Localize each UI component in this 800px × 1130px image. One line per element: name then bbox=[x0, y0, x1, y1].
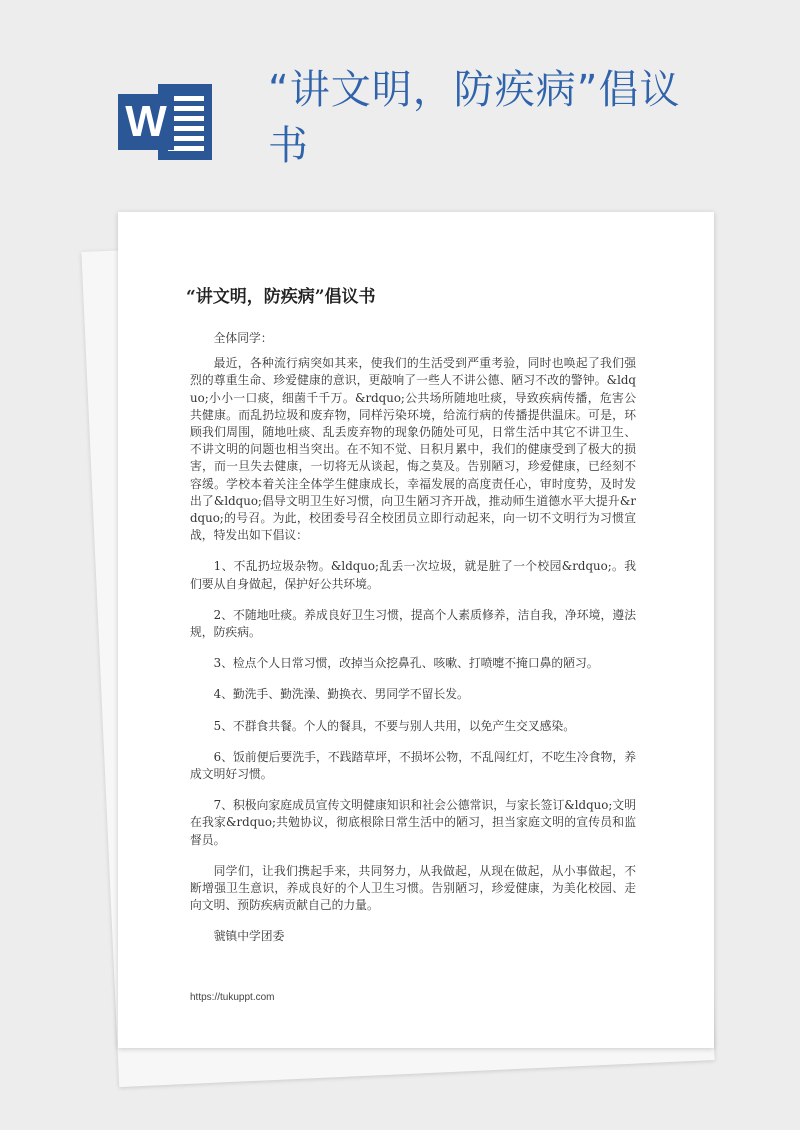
word-badge-icon: W bbox=[118, 94, 174, 150]
paragraph-intro: 最近，各种流行病突如其来，使我们的生活受到严重考验，同时也唤起了我们强烈的尊重生命、珍爱健康的意识，更敲响了一些人不讲公德、陋习不改的警钟。&ldquo;小小一口痰，细菌千千万。&rdquo;公共场所随地吐痰，导致疾病传播，危害公共健康。而乱扔垃圾和废弃物，同样污染环境，给流行病的传播提供温床。可是，环顾我们周围，随地吐痰、乱丢废弃物的现象仍随处可见，日常生活中其它不讲卫生、不讲文明的问题也相当突出。在不知不觉、日积月累中，我们的健康受到了极大的损害，而一旦失去健康，一切将无从谈起，悔之莫及。告别陋习，珍爱健康，已经刻不容缓。学校本着关注全体学生健康成长，幸福发展的高度责任心，审时度势，及时发出了&ldquo;倡导文明卫生好习惯，向卫生陋习齐开战，推动师生道德水平大提升&rdquo;的号召。为此，校团委号召全校团员立即行动起来，向一切不文明行为习惯宣战，特发出如下倡议： bbox=[190, 356, 636, 543]
header bbox=[0, 0, 800, 200]
footer-link[interactable]: https://tukuppt.com bbox=[190, 992, 275, 1003]
document-body bbox=[190, 330, 636, 960]
salutation: 全体同学： bbox=[213, 331, 273, 345]
signature: 虢镇中学团委 bbox=[213, 929, 285, 944]
proposal-item-5: 5、不群食共餐。个人的餐具，不要与别人共用，以免产生交叉感染。 bbox=[213, 718, 576, 733]
document-title: “讲文明，防疾病”倡议书 bbox=[186, 287, 376, 307]
proposal-item-2: 2、不随地吐痰。养成良好卫生习惯，提高个人素质修养，洁自我，净环境，遵法规，防疾病。 bbox=[190, 607, 636, 640]
page-title: “讲文明，防疾病”倡议书 bbox=[268, 67, 681, 169]
proposal-item-7: 7、积极向家庭成员宣传文明健康知识和社会公德常识，与家长签订&ldquo;文明在我家&rdquo;共勉协议，彻底根除日常生活中的陋习，担当家庭文明的宣传员和监督员。 bbox=[190, 798, 636, 847]
word-icon bbox=[118, 78, 214, 166]
proposal-item-1: 1、不乱扔垃圾杂物。&ldquo;乱丢一次垃圾，就是脏了一个校园&rdquo;。我们要从自身做起，保护好公共环境。 bbox=[190, 559, 636, 591]
proposal-item-6: 6、饭前便后要洗手，不践踏草坪，不损坏公物，不乱闯红灯，不吃生冷食物，养成文明好习惯。 bbox=[190, 749, 636, 782]
proposal-item-4: 4、勤洗手、勤洗澡、勤换衣、男同学不留长发。 bbox=[213, 687, 469, 702]
document-page bbox=[118, 212, 714, 1048]
proposal-item-3: 3、检点个人日常习惯，改掉当众挖鼻孔、咳嗽、打喷嚏不掩口鼻的陋习。 bbox=[213, 656, 599, 671]
paragraph-closing: 同学们，让我们携起手来，共同努力，从我做起，从现在做起，从小事做起，不断增强卫生意识，养成良好的个人卫生习惯。告别陋习，珍爱健康，为美化校园、走向文明、预防疾病贡献自己的力量。 bbox=[190, 863, 636, 913]
